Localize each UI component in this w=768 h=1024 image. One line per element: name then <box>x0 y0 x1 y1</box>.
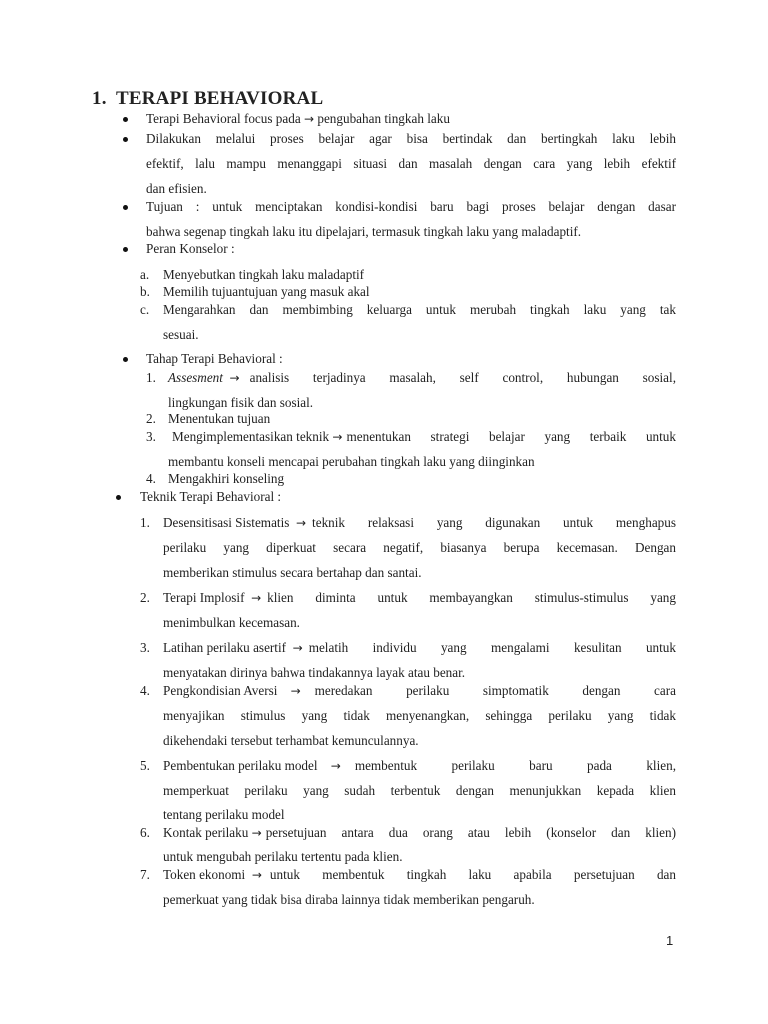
arrow-right-icon: → <box>292 641 303 655</box>
teknik-marker: 6. <box>140 825 150 840</box>
heading-number: 1. <box>92 88 107 109</box>
teknik-item-3-line2: menyatakan dirinya bahwa tindakannya layak atau benar. <box>163 665 466 680</box>
bullet-icon <box>123 137 128 142</box>
tahap-item-3-line1: Mengimplementasikan teknik → menentukan strategi belajar yang terbaik untuk <box>172 429 676 444</box>
arrow-right-icon: → <box>290 684 301 698</box>
teknik-marker: 5. <box>140 758 150 773</box>
bullet-icon <box>123 357 128 362</box>
arrow-right-icon: → <box>304 112 315 126</box>
bullet-tujuan-line2: bahwa segenap tingkah laku itu dipelajari, termasuk tingkah laku yang maladaptif. <box>146 224 582 239</box>
peran-marker: c. <box>140 302 150 317</box>
teknik-item-4-line1: Pengkondisian Aversi → meredakan perilaku simptomatik dengan cara <box>163 683 676 698</box>
teknik-item-2-line2: menimbulkan kecemasan. <box>163 615 300 630</box>
teknik-item-3-line1: Latihan perilaku asertif → melatih individu yang mengalami kesulitan untuk <box>163 640 676 655</box>
arrow-right-icon: → <box>330 759 341 773</box>
tahap-marker: 1. <box>146 370 156 385</box>
teknik-item-2-line1: Terapi Implosif → klien diminta untuk membayangkan stimulus-stimulus yang <box>163 590 676 605</box>
teknik-item-5-line2: memperkuat perilaku yang sudah terbentuk dengan menunjukkan kepada klien <box>163 783 676 798</box>
teknik-marker: 3. <box>140 640 150 655</box>
arrow-right-icon: → <box>251 868 262 882</box>
bullet-tujuan-line1: Tujuan : untuk menciptakan kondisi-kondisi baru bagi proses belajar dengan dasar <box>146 199 676 214</box>
teknik-item-5-line1: Pembentukan perilaku model → membentuk perilaku baru pada klien, <box>163 758 676 773</box>
teknik-marker: 2. <box>140 590 150 605</box>
teknik-item-7-line2: pemerkuat yang tidak bisa diraba lainnya tidak memberikan pengaruh. <box>163 892 535 907</box>
peran-item-a: Menyebutkan tingkah laku maladaptif <box>163 267 365 282</box>
peran-marker: b. <box>140 284 150 299</box>
teknik-item-1-line1: Desensitisasi Sistematis → teknik relaksasi yang digunakan untuk menghapus <box>163 515 676 530</box>
peran-item-b: Memilih tujuantujuan yang masuk akal <box>163 284 370 299</box>
teknik-item-5-line3: tentang perilaku model <box>163 807 285 822</box>
teknik-item-4-line3: dikehendaki tersebut terhambat kemunculannya. <box>163 733 419 748</box>
teknik-item-6-line2: untuk mengubah perilaku tertentu pada klien. <box>163 849 403 864</box>
teknik-marker: 1. <box>140 515 150 530</box>
tahap-marker: 3. <box>146 429 156 444</box>
teknik-item-1-line3: memberikan stimulus secara bertahap dan santai. <box>163 565 422 580</box>
bullet-icon <box>116 495 121 500</box>
teknik-item-4-line2: menyajikan stimulus yang tidak menyenangkan, sehingga perilaku yang tidak <box>163 708 676 723</box>
bullet-peran-title: Peran Konselor : <box>146 241 235 256</box>
page-number: 1 <box>666 933 674 948</box>
bullet-icon <box>123 205 128 210</box>
tahap-marker: 2. <box>146 411 156 426</box>
heading-title: TERAPI BEHAVIORAL <box>116 88 324 109</box>
peran-item-c-line2: sesuai. <box>163 327 199 342</box>
tahap-item-1-line2: lingkungan fisik dan sosial. <box>168 395 314 410</box>
bullet-tahap-title: Tahap Terapi Behavioral : <box>146 351 283 366</box>
bullet-dilakukan-line3: dan efisien. <box>146 181 207 196</box>
teknik-item-1-line2: perilaku yang diperkuat secara negatif, biasanya berupa kecemasan. Dengan <box>163 540 676 555</box>
arrow-right-icon: → <box>332 430 343 444</box>
bullet-focus: Terapi Behavioral focus pada → pengubahan tingkah laku <box>146 111 450 126</box>
tahap-item-3-line2: membantu konseli mencapai perubahan tingkah laku yang diinginkan <box>168 454 535 469</box>
bullet-dilakukan-line1: Dilakukan melalui proses belajar agar bisa bertindak dan bertingkah laku lebih <box>146 131 676 146</box>
arrow-right-icon: → <box>251 591 262 605</box>
tahap-item-2: Menentukan tujuan <box>168 411 271 426</box>
arrow-right-icon: → <box>251 826 262 840</box>
teknik-item-7-line1: Token ekonomi → untuk membentuk tingkah laku apabila persetujuan dan <box>163 867 676 882</box>
tahap-item-1-line1: Assesment → analisis terjadinya masalah, self control, hubungan sosial, <box>168 370 676 385</box>
arrow-right-icon: → <box>295 516 307 530</box>
peran-item-c-line1: Mengarahkan dan membimbing keluarga untuk merubah tingkah laku yang tak <box>163 302 676 317</box>
bullet-dilakukan-line2: efektif, lalu mampu menanggapi situasi dan masalah dengan cara yang lebih efektif <box>146 156 676 171</box>
bullet-icon <box>123 117 128 122</box>
tahap-marker: 4. <box>146 471 156 486</box>
tahap-item-4: Mengakhiri konseling <box>168 471 285 486</box>
peran-marker: a. <box>140 267 150 282</box>
section-heading <box>92 88 323 110</box>
teknik-marker: 4. <box>140 683 150 698</box>
arrow-right-icon: → <box>229 371 240 385</box>
teknik-item-6-line1: Kontak perilaku → persetujuan antara dua orang atau lebih (konselor dan klien) <box>163 825 676 840</box>
teknik-marker: 7. <box>140 867 150 882</box>
bullet-icon <box>123 247 128 252</box>
bullet-teknik-title: Teknik Terapi Behavioral : <box>140 489 282 504</box>
